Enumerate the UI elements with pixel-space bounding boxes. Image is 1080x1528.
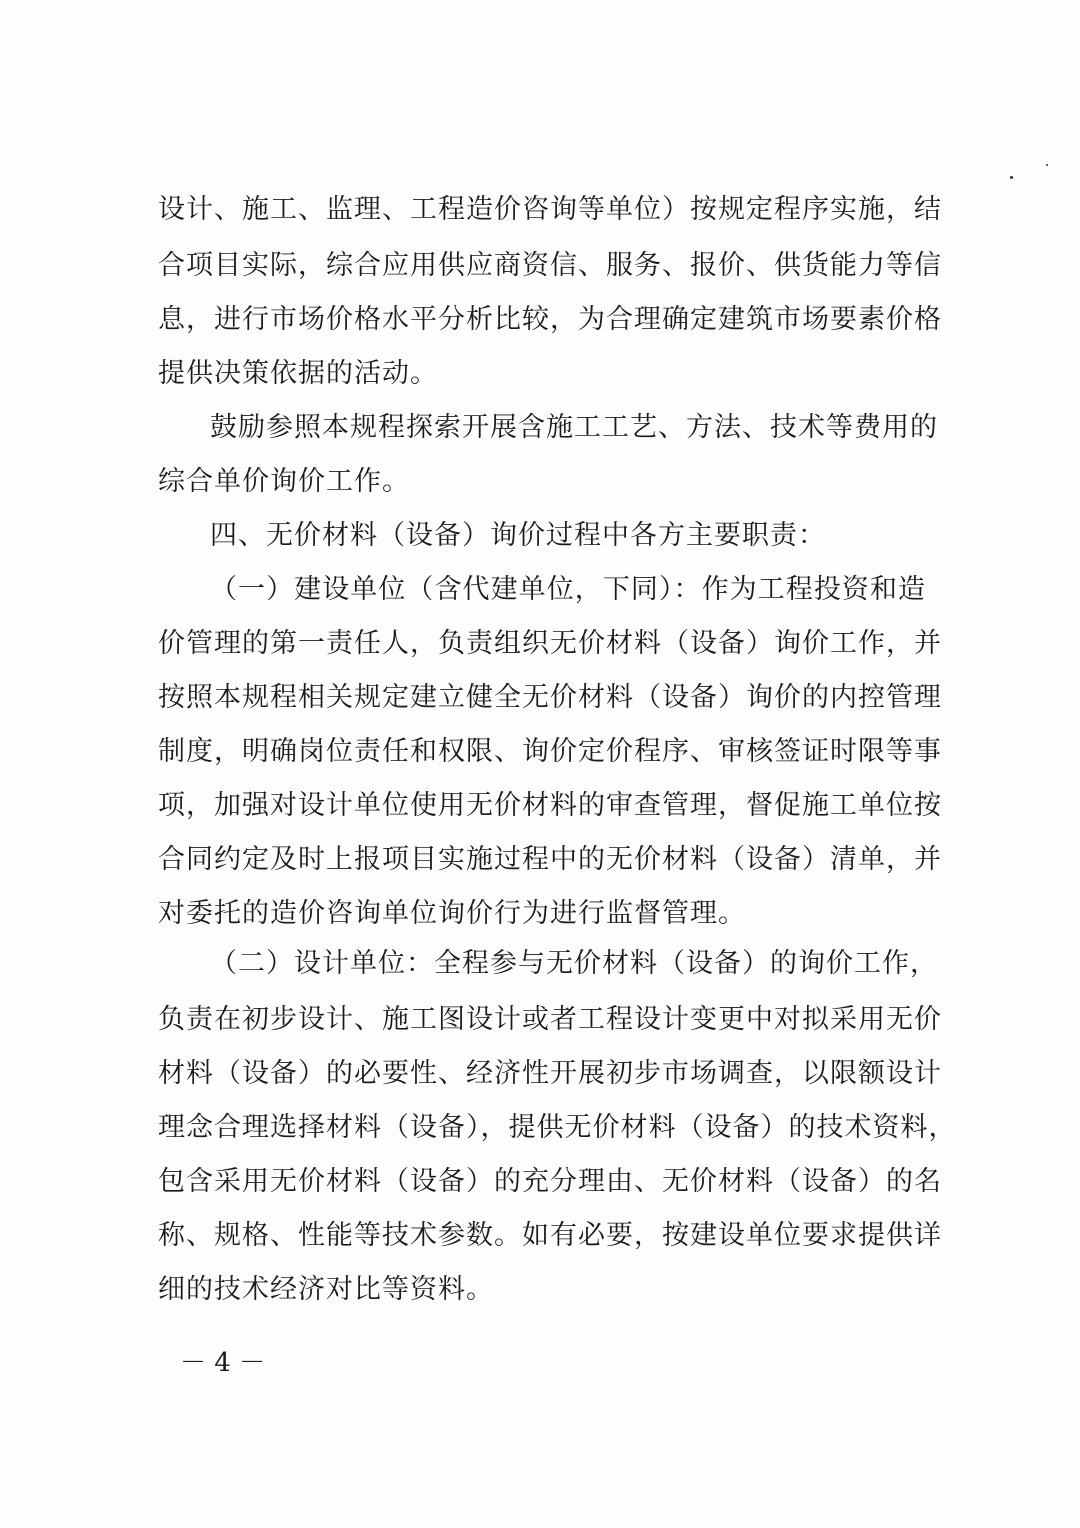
text-line: 对委托的造价咨询单位询价行为进行监督管理。 (158, 898, 746, 929)
paragraph-first-line: （二）设计单位：全程参与无价材料（设备）的询价工作， (210, 948, 938, 979)
text-line: 项，加强对设计单位使用无价材料的审查管理，督促施工单位按 (158, 790, 942, 821)
paragraph-first-line: 鼓励参照本规程探索开展含施工工艺、方法、技术等费用的 (210, 412, 938, 443)
text-line: 价管理的第一责任人，负责组织无价材料（设备）询价工作，并 (158, 628, 942, 659)
scan-speck (1010, 176, 1013, 179)
text-line: 提供决策依据的活动。 (158, 358, 438, 389)
text-line: 息，进行市场价格水平分析比较，为合理确定建筑市场要素价格 (158, 304, 942, 335)
text-line: 包含采用无价材料（设备）的充分理由、无价材料（设备）的名 (158, 1166, 942, 1197)
page-number: － 4 － (180, 1348, 266, 1378)
text-line: 合同约定及时上报项目实施过程中的无价材料（设备）清单，并 (158, 844, 942, 875)
text-line: 按照本规程相关规定建立健全无价材料（设备）询价的内控管理 (158, 682, 942, 713)
paragraph-first-line: （一）建设单位（含代建单位，下同）：作为工程投资和造 (210, 574, 926, 605)
text-line: 制度，明确岗位责任和权限、询价定价程序、审核签证时限等事 (158, 736, 942, 767)
text-line: 细的技术经济对比等资料。 (158, 1274, 494, 1305)
section-heading: 四、无价材料（设备）询价过程中各方主要职责： (210, 520, 826, 551)
text-line: 称、规格、性能等技术参数。如有必要，按建设单位要求提供详 (158, 1220, 942, 1251)
text-line: 合项目实际，综合应用供应商资信、服务、报价、供货能力等信 (158, 250, 942, 281)
text-line: 材料（设备）的必要性、经济性开展初步市场调查，以限额设计 (158, 1058, 942, 1089)
scan-speck (1046, 164, 1048, 166)
text-line: 理念合理选择材料（设备），提供无价材料（设备）的技术资料， (158, 1112, 957, 1143)
text-line: 综合单价询价工作。 (158, 466, 410, 497)
text-line: 负责在初步设计、施工图设计或者工程设计变更中对拟采用无价 (158, 1004, 942, 1035)
text-line: 设计、施工、监理、工程造价咨询等单位）按规定程序实施，结 (158, 194, 942, 225)
